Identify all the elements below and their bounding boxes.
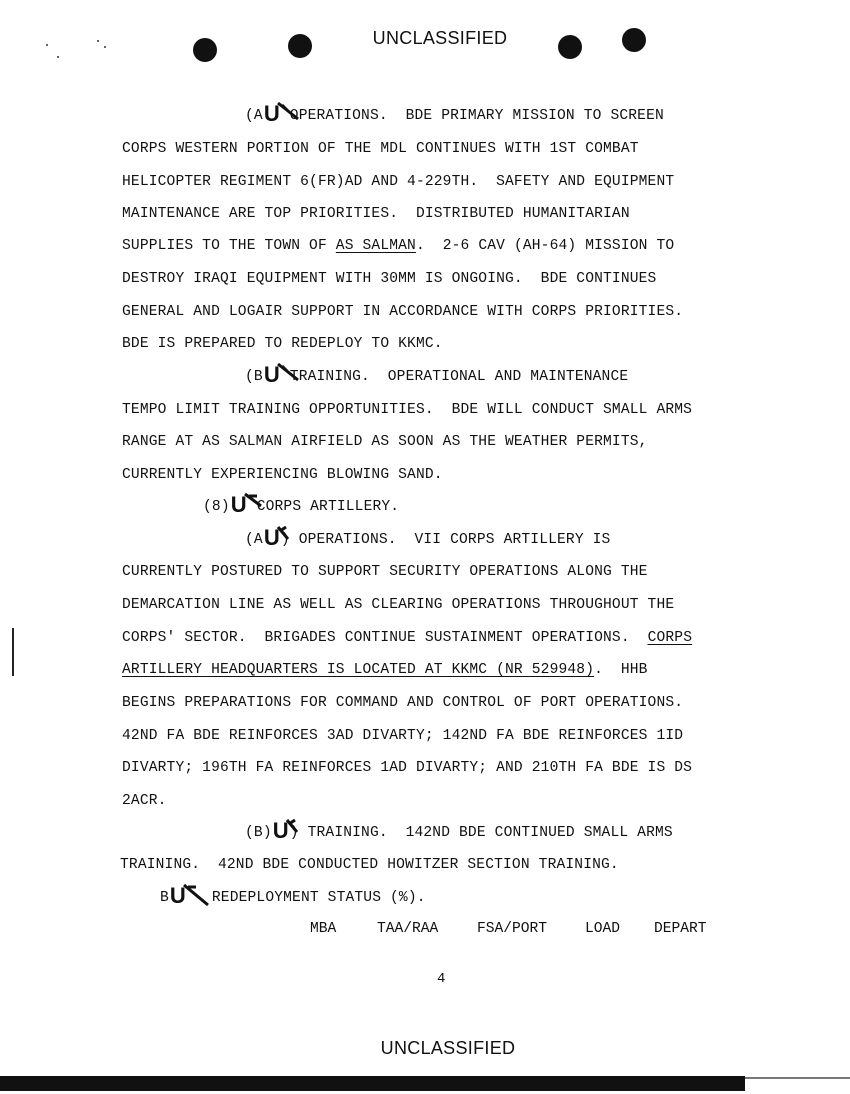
footer-classification: UNCLASSIFIED xyxy=(380,1038,516,1058)
para-8a-operations-heading: (AU ) OPERATIONS. VII CORPS ARTILLERY IS xyxy=(245,525,611,550)
para-8a-operations-line: DEMARCATION LINE AS WELL AS CLEARING OPERATIONS THROUGHOUT THE xyxy=(122,597,675,613)
classification-marking: U xyxy=(264,368,280,382)
para-8a-operations-line: 42ND FA BDE REINFORCES 3AD DIVARTY; 142ND FA BDE REINFORCES 1ID xyxy=(122,728,684,744)
para-b-training-line: RANGE AT AS SALMAN AIRFIELD AS SOON AS THE WEATHER PERMITS, xyxy=(122,434,648,450)
header-dot-3 xyxy=(558,35,582,59)
para-8b-training-line: TRAINING. 42ND BDE CONDUCTED HOWITZER SECTION TRAINING. xyxy=(120,857,619,873)
para-8a-operations-line: CURRENTLY POSTURED TO SUPPORT SECURITY OPERATIONS ALONG THE xyxy=(122,564,648,580)
header-dot-2 xyxy=(288,34,312,58)
para-8a-operations-line: ARTILLERY HEADQUARTERS IS LOCATED AT KKMC (NR 529948). HHB xyxy=(122,662,648,678)
para-8a-operations-line: CORPS' SECTOR. BRIGADES CONTINUE SUSTAINMENT OPERATIONS. CORPS xyxy=(122,630,693,646)
header-classification: UNCLASSIFIED xyxy=(372,28,508,48)
column-header-load: LOAD xyxy=(585,921,621,937)
para-a-operations-heading: (AU OPERATIONS. BDE PRIMARY MISSION TO SCREEN xyxy=(245,101,664,126)
scan-speck xyxy=(97,40,99,42)
scan-speck xyxy=(46,44,48,46)
para-b-training-line: TEMPO LIMIT TRAINING OPPORTUNITIES. BDE WILL CONDUCT SMALL ARMS xyxy=(122,402,693,418)
page-number: 4 xyxy=(437,971,446,987)
column-header-fsa-port: FSA/PORT xyxy=(477,921,548,937)
para-a-operations-line: MAINTENANCE ARE TOP PRIORITIES. DISTRIBUTED HUMANITARIAN xyxy=(122,206,630,222)
para-8b-training-heading: (B)U ) TRAINING. 142ND BDE CONTINUED SMALL ARMS xyxy=(245,818,673,843)
para-b-training-line: CURRENTLY EXPERIENCING BLOWING SAND. xyxy=(122,467,443,483)
margin-mark xyxy=(12,628,14,676)
classification-marking: U xyxy=(264,107,280,121)
classification-marking: U xyxy=(170,889,186,903)
para-8a-operations-line: DIVARTY; 196TH FA REINFORCES 1AD DIVARTY; AND 210TH FA BDE IS DS xyxy=(122,760,693,776)
para-a-operations-line: SUPPLIES TO THE TOWN OF AS SALMAN. 2-6 CAV (AH-64) MISSION TO xyxy=(122,238,675,254)
header-dot-1 xyxy=(193,38,217,62)
para-a-operations-line: DESTROY IRAQI EQUIPMENT WITH 30MM IS ONGOING. BDE CONTINUES xyxy=(122,271,657,287)
scan-speck xyxy=(104,46,106,48)
para-a-operations-line: HELICOPTER REGIMENT 6(FR)AD AND 4-229TH. SAFETY AND EQUIPMENT xyxy=(122,174,675,190)
para-8-corps-artillery-heading: (8)U CORPS ARTILLERY. xyxy=(203,492,400,517)
scan-edge-line xyxy=(745,1077,850,1079)
para-8a-operations-line: BEGINS PREPARATIONS FOR COMMAND AND CONTROL OF PORT OPERATIONS. xyxy=(122,695,684,711)
para-redeployment-status-heading: BU REDEPLOYMENT STATUS (%). xyxy=(160,883,426,908)
scan-speck xyxy=(57,56,59,58)
para-a-operations-line: BDE IS PREPARED TO REDEPLOY TO KKMC. xyxy=(122,336,443,352)
column-header-taa-raa: TAA/RAA xyxy=(377,921,439,937)
classification-marking: U xyxy=(264,531,280,545)
classification-marking: U xyxy=(273,824,289,838)
para-8a-operations-line: 2ACR. xyxy=(122,793,167,809)
column-header-mba: MBA xyxy=(310,921,337,937)
classification-marking: U xyxy=(231,498,247,512)
para-a-operations-line: GENERAL AND LOGAIR SUPPORT IN ACCORDANCE WITH CORPS PRIORITIES. xyxy=(122,304,684,320)
header-dot-4 xyxy=(622,28,646,52)
para-a-operations-line: CORPS WESTERN PORTION OF THE MDL CONTINUES WITH 1ST COMBAT xyxy=(122,141,639,157)
para-b-training-heading: (BU TRAINING. OPERATIONAL AND MAINTENANCE xyxy=(245,362,629,387)
column-header-depart: DEPART xyxy=(654,921,707,937)
scan-edge-bar xyxy=(0,1076,745,1091)
status-column-headers xyxy=(310,921,707,1033)
